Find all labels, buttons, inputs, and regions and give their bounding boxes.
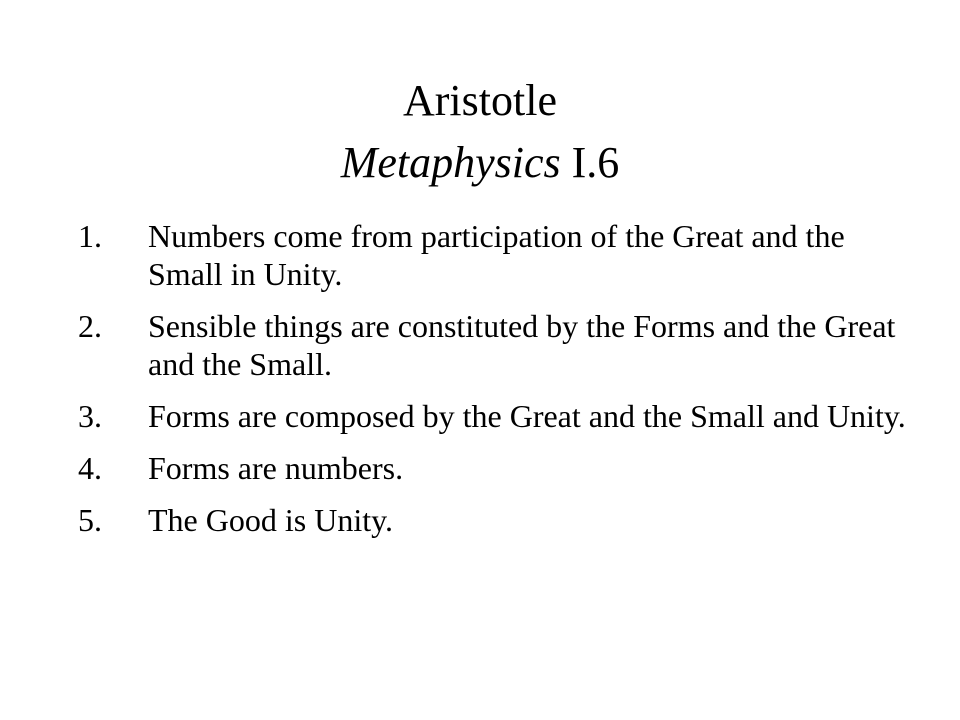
title-work: Metaphysics: [340, 138, 561, 187]
title-section: I.6: [571, 138, 620, 187]
list-item-number: 4.: [78, 450, 102, 486]
list-item-text: Numbers come from participation of the Great and the Small in Unity.: [148, 218, 845, 292]
slide-title: [0, 70, 960, 194]
list-item-text: Forms are composed by the Great and the Small and Unity.: [148, 398, 906, 434]
list-item: [78, 449, 908, 487]
list-item-number: 5.: [78, 502, 102, 538]
list-item-text: Sensible things are constituted by the Forms and the Great and the Small.: [148, 308, 896, 382]
list-item-number: 3.: [78, 398, 102, 434]
list-item: [78, 307, 908, 383]
list-item-number: 1.: [78, 218, 102, 254]
list-item: [78, 397, 908, 435]
title-author: Aristotle: [403, 76, 557, 125]
points-list: [78, 217, 908, 553]
list-item-text: The Good is Unity.: [148, 502, 394, 538]
title-subtitle: [0, 132, 960, 194]
list-item-text: Forms are numbers.: [148, 450, 404, 486]
list-item: [78, 217, 908, 293]
list-item: [78, 501, 908, 539]
list-item-number: 2.: [78, 308, 102, 344]
